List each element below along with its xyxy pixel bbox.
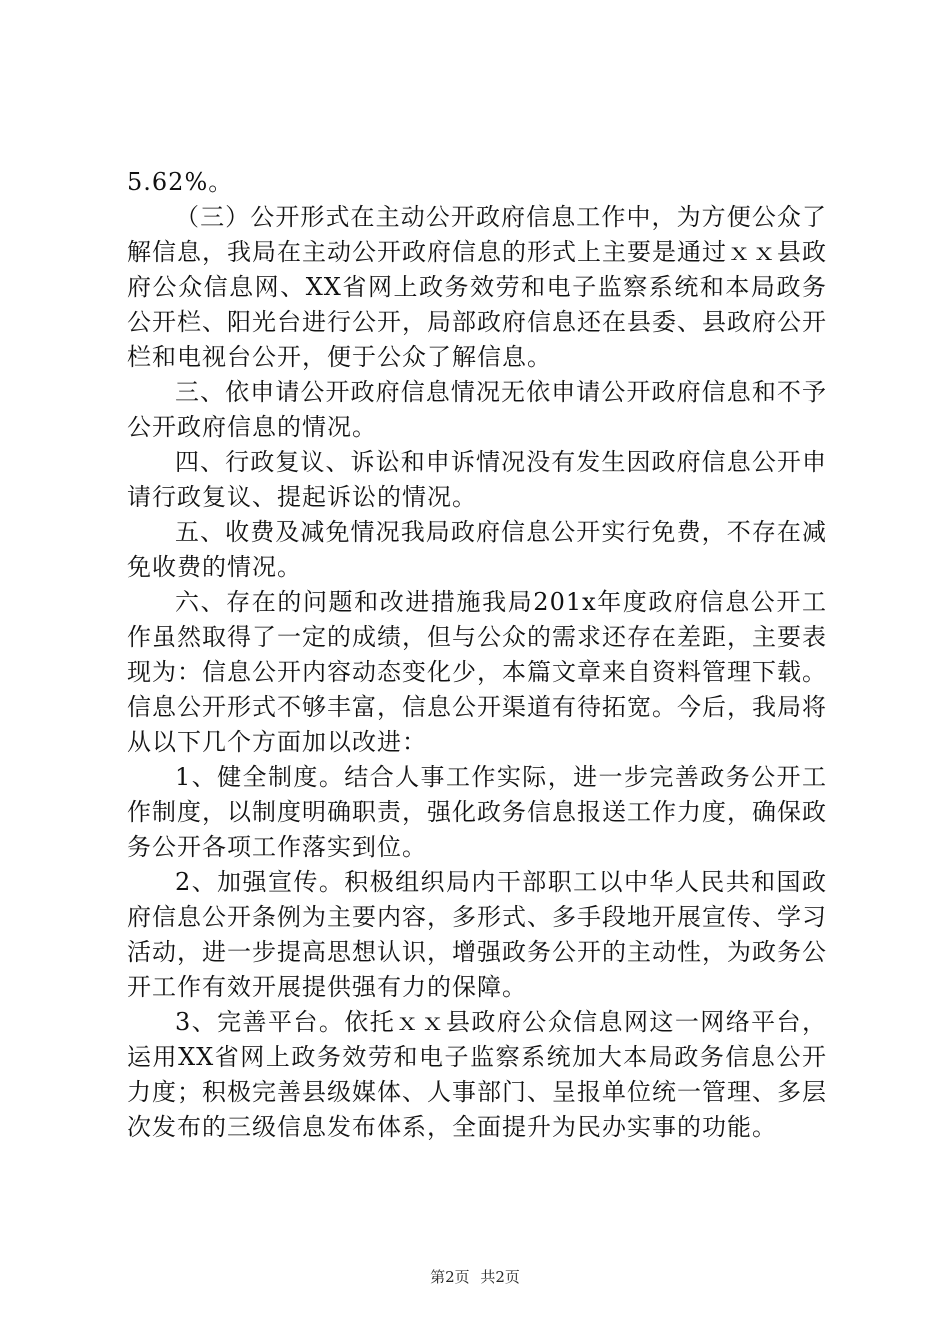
paragraph-item-1: 1、健全制度。结合人事工作实际，进一步完善政务公开工作制度，以制度明确职责，强化政务信息报送工作力度，确保政务公开各项工作落实到位。 (127, 763, 827, 861)
paragraph-section-4: 四、行政复议、诉讼和申诉情况没有发生因政府信息公开申请行政复议、提起诉讼的情况。 (127, 448, 827, 511)
paragraph-item-2: 2、加强宣传。积极组织局内干部职工以中华人民共和国政府信息公开条例为主要内容，多形式、多手段地开展宣传、学习活动，进一步提高思想认识，增强政务公开的主动性，为政务公开工作有效开展提供强有力的保障。 (127, 868, 827, 1001)
continuation-line: 5.62%。 (127, 168, 234, 196)
paragraph-section-3: 三、依申请公开政府信息情况无依申请公开政府信息和不予公开政府信息的情况。 (127, 378, 827, 441)
page-number: 第2页 (430, 1268, 470, 1286)
paragraph-item-3: 3、完善平台。依托ｘｘ县政府公众信息网这一网络平台，运用XX省网上政务效劳和电子监察系统加大本局政务信息公开力度；积极完善县级媒体、人事部门、呈报单位统一管理、多层次发布的三级信息发布体系，全面提升为民办实事的功能。 (127, 1008, 827, 1141)
paragraph-section-5: 五、收费及减免情况我局政府信息公开实行免费，不存在减免收费的情况。 (127, 518, 827, 581)
page-total: 共2页 (480, 1268, 520, 1286)
paragraph-disclosure-forms: （三）公开形式在主动公开政府信息工作中，为方便公众了解信息，我局在主动公开政府信息的形式上主要是通过ｘｘ县政府公众信息网、XX省网上政务效劳和电子监察系统和本局政务公开栏、阳光台进行公开，局部政府信息还在县委、县政府公开栏和电视台公开，便于公众了解信息。 (127, 203, 827, 371)
page-footer (0, 1266, 950, 1287)
paragraph-section-6: 六、存在的问题和改进措施我局201x年度政府信息公开工作虽然取得了一定的成绩，但与公众的需求还存在差距，主要表现为：信息公开内容动态变化少，本篇文章来自资料管理下载。信息公开形式不够丰富，信息公开渠道有待拓宽。今后，我局将从以下几个方面加以改进： (127, 588, 827, 756)
document-body (127, 165, 827, 1145)
